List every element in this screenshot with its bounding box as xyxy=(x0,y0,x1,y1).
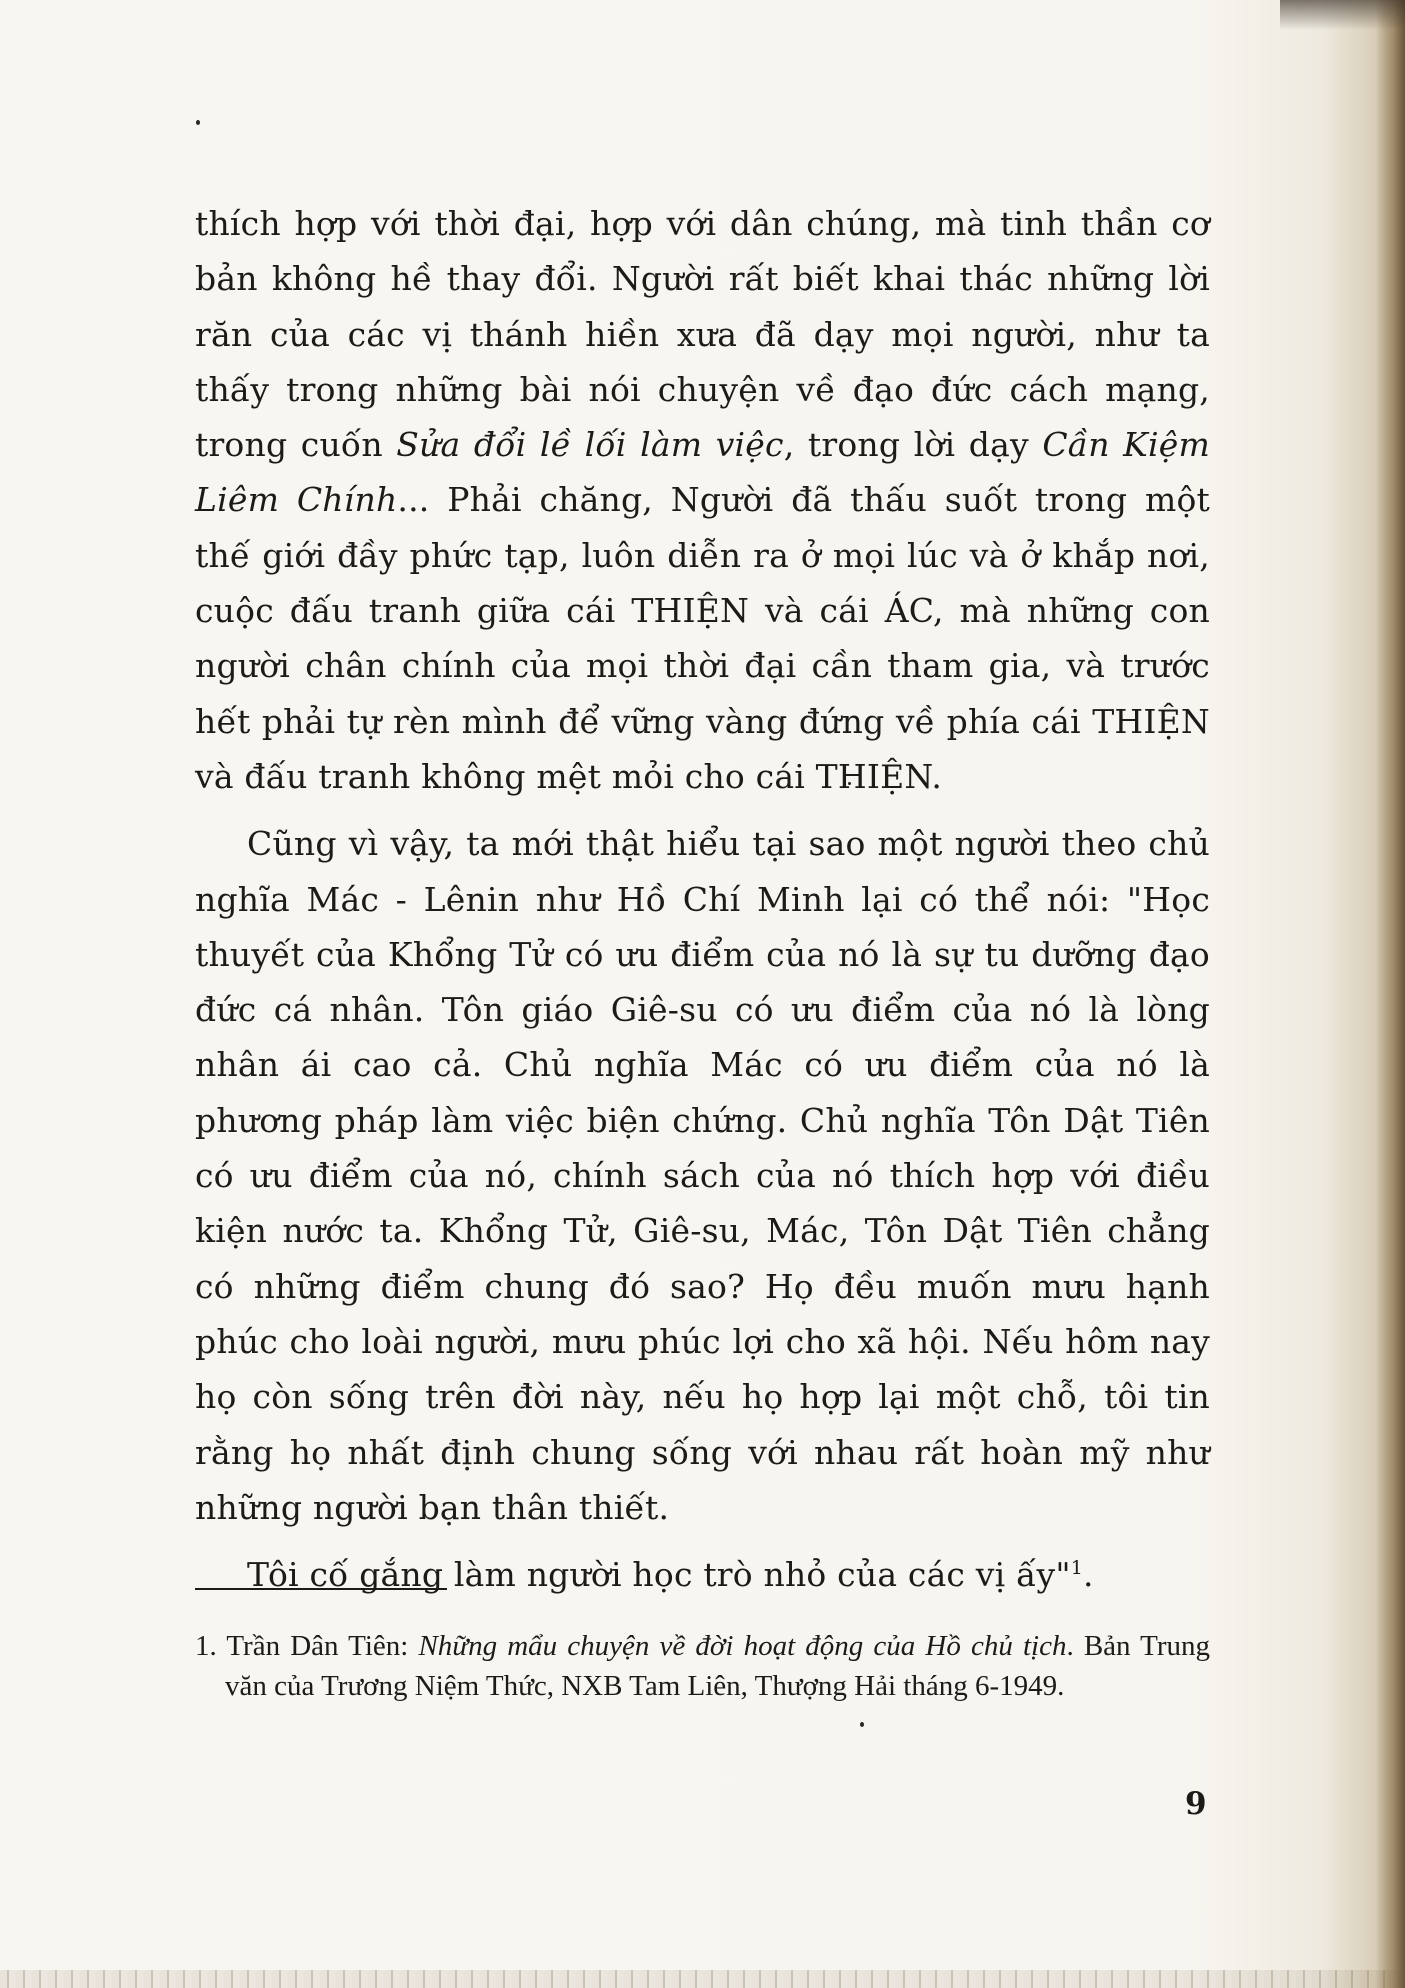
text-run: thích hợp với thời đại, hợp với dân chúng, mà tinh thần cơ bản không hề thay đổi. Người rất biết khai thác những lời răn của các vị thánh hiền xưa đã dạy mọi người, như ta thấy trong những bài nói chuyện về đạo đức cách mạng, trong cuốn xyxy=(195,204,1210,465)
text-run: Tôi cố gắng làm người học trò nhỏ của các vị ấy" xyxy=(247,1555,1071,1595)
footnote-book-title: Những mẩu chuyện về đời hoạt động của Hồ chủ tịch xyxy=(418,1630,1067,1662)
italic-title: Sửa đổi lề lối làm việc xyxy=(396,425,784,465)
footnote-text: 1. Trần Dân Tiên: xyxy=(195,1630,419,1662)
page-edge-shadow xyxy=(1375,0,1405,1988)
main-text xyxy=(195,196,1210,1602)
ink-speck xyxy=(860,1722,864,1727)
footnote xyxy=(195,1626,1210,1706)
text-run: , trong lời dạy xyxy=(783,425,1043,465)
italic-title: Cần Kiệm Liêm Chính xyxy=(195,425,1211,520)
footnote-text: . Bản Trung văn của Trương Niệm Thức, NXB Tam Liên, Thượng Hải tháng 6-1949. xyxy=(225,1630,1211,1702)
text-run: . xyxy=(1083,1555,1094,1595)
text-run: Cũng vì vậy, ta mới thật hiểu tại sao một người theo chủ nghĩa Mác - Lênin như Hồ Chí Minh lại có thể nói: "Học thuyết của Khổng Tử có ưu điểm của nó là sự tu dưỡng đạo đức cá nhân. Tôn giáo Giê-su có ưu điểm của nó là lòng nhân ái cao cả. Chủ nghĩa Mác có ưu điểm của nó là phương pháp làm việc biện chứng. Chủ nghĩa Tôn Dật Tiên có ưu điểm của nó, chính sách của nó thích hợp với điều kiện nước ta. Khổng Tử, Giê-su, Mác, Tôn Dật Tiên chẳng có những điểm chung đó sao? Họ đều muốn mưu hạnh phúc cho loài người, mưu phúc lợi cho xã hội. Nếu hôm nay họ còn sống trên đời này, nếu họ hợp lại một chỗ, tôi tin rằng họ nhất định chung sống với nhau rất hoàn mỹ như những người bạn thân thiết. xyxy=(195,824,1210,1527)
paragraph-3 xyxy=(195,1547,1210,1602)
page-corner-shadow xyxy=(1280,0,1405,30)
page-bottom-edge xyxy=(0,1970,1405,1988)
paragraph-2 xyxy=(195,816,1210,1535)
footnote-divider xyxy=(195,1588,447,1590)
page-number: 9 xyxy=(1185,1786,1207,1822)
ink-speck xyxy=(196,120,200,125)
paragraph-1 xyxy=(195,196,1210,804)
text-run: ... Phải chăng, Người đã thấu suốt trong một thế giới đầy phức tạp, luôn diễn ra ở mọi lúc và ở khắp nơi, cuộc đấu tranh giữa cái THIỆN và cái ÁC, mà những con người chân chính của mọi thời đại cần tham gia, và trước hết phải tự rèn mình để vững vàng đứng về phía cái THIỆN và đấu tranh không mệt mỏi cho cái THIỆN. xyxy=(195,480,1210,796)
footnote-marker: 1 xyxy=(1070,1557,1084,1580)
